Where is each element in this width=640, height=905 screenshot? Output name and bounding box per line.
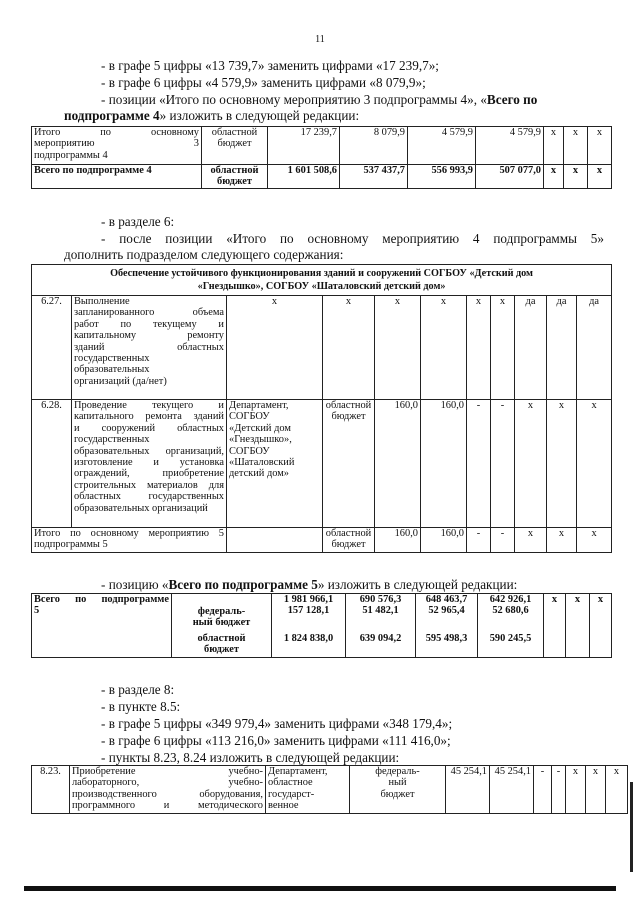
x-cell: х [421, 296, 467, 400]
value-cell: 160,0 [421, 400, 467, 528]
table-row [32, 528, 612, 553]
x-cell: х [577, 400, 612, 528]
x-cell: х [375, 296, 421, 400]
instruction-line: - в графе 5 цифры «13 739,7» заменить цифрами «17 239,7»; [101, 58, 439, 73]
value-cell: 690 576,3 51 482,1 639 094,2 [346, 594, 416, 658]
row-label: Итого по основному мероприятию 5 подпрограммы 5 [32, 528, 227, 553]
subprogram5-totals-table [31, 593, 612, 658]
row-label: Всего по подпрограмме 4 [32, 165, 202, 189]
x-cell: х [227, 296, 323, 400]
x-cell: х [588, 127, 612, 165]
x-cell: х [467, 296, 491, 400]
dash-cell: - [467, 400, 491, 528]
instruction-line: подпрограмме 4» изложить в следующей редакции: [64, 108, 360, 123]
value-cell: 4 579,9 [408, 127, 476, 165]
dash-cell: - [491, 528, 515, 553]
indicator-cell: да [515, 296, 547, 400]
item-description: Проведение текущего и капитального ремонта зданий и сооружений областных государственных образовательных организаций, изготовление и установка ограждений, приобретение строительных материалов для областных государственных образовательных организаций [72, 400, 227, 528]
value-cell: 17 239,7 [268, 127, 340, 165]
item-description: Приобретение учебно- лабораторного, учебно- производственного оборудования, программного и методического [70, 766, 266, 814]
value-cell: 160,0 [375, 400, 421, 528]
table-row [32, 165, 612, 189]
value-cell: 537 437,7 [340, 165, 408, 189]
x-cell: х [491, 296, 515, 400]
funding-source: областной бюджет [323, 528, 375, 553]
x-cell: х [590, 594, 612, 658]
table-row [32, 265, 612, 296]
x-cell: х [544, 127, 564, 165]
instruction-line: - пункты 8.23, 8.24 изложить в следующей редакции: [101, 750, 400, 765]
x-cell: х [577, 528, 612, 553]
dash-cell: - [534, 766, 552, 814]
executor: Департамент, областное государст- венное [266, 766, 350, 814]
x-cell: х [586, 766, 606, 814]
value-cell: 507 077,0 [476, 165, 544, 189]
executor [227, 528, 323, 553]
table-row [32, 766, 628, 814]
instruction-line: - в графе 6 цифры «113 216,0» заменить цифрами «111 416,0»; [101, 733, 451, 748]
funding-source: федераль- ный бюджет [350, 766, 446, 814]
value-cell: 160,0 [375, 528, 421, 553]
funding-source: областной бюджет [202, 127, 268, 165]
instruction-line: - в графе 6 цифры «4 579,9» заменить цифрами «8 079,9»; [101, 75, 426, 90]
x-cell: х [588, 165, 612, 189]
item-number: 6.27. [32, 296, 72, 400]
scan-edge-line [630, 782, 633, 872]
instruction-line: - в разделе 6: [101, 214, 175, 229]
x-cell: х [547, 400, 577, 528]
x-cell: х [566, 766, 586, 814]
subprogram4-totals-table [31, 126, 612, 189]
item-number: 8.23. [32, 766, 70, 814]
value-cell: 160,0 [421, 528, 467, 553]
x-cell: х [564, 127, 588, 165]
scan-bottom-border [24, 886, 616, 891]
item-number: 6.28. [32, 400, 72, 528]
instruction-line: - позиции «Итого по основному мероприятию 3 подпрограммы 4», «Всего по [101, 92, 538, 107]
table-row [32, 594, 612, 658]
dash-cell: - [467, 528, 491, 553]
row-label: Всего по подпрограмме 5 [32, 594, 172, 658]
x-cell: х [547, 528, 577, 553]
value-cell: 648 463,7 52 965,4 595 498,3 [416, 594, 478, 658]
value-cell: 1 981 966,1 157 128,1 1 824 838,0 [272, 594, 346, 658]
value-cell: 45 254,1 [446, 766, 490, 814]
value-cell: 556 993,9 [408, 165, 476, 189]
table-row [32, 127, 612, 165]
instruction-line: - позицию «Всего по подпрограмме 5» изложить в следующей редакции: [101, 577, 518, 592]
page-number: 11 [315, 34, 325, 45]
x-cell: х [544, 165, 564, 189]
section6-subsection-table [31, 264, 612, 553]
dash-cell: - [552, 766, 566, 814]
x-cell: х [606, 766, 628, 814]
item-description: Выполнение запланированного объема работ по текущему и капитальному ремонту зданий областных государственных образовательных организаций (да/нет) [72, 296, 227, 400]
value-cell: 642 926,1 52 680,6 590 245,5 [478, 594, 544, 658]
instruction-line: - в графе 5 цифры «349 979,4» заменить цифрами «348 179,4»; [101, 716, 453, 731]
table-row [32, 400, 612, 528]
dash-cell: - [491, 400, 515, 528]
executor: Департамент, СОГБОУ «Детский дом «Гнездышко», СОГБОУ «Шаталовский детский дом» [227, 400, 323, 528]
x-cell: х [515, 528, 547, 553]
indicator-cell: да [577, 296, 612, 400]
value-cell: 8 079,9 [340, 127, 408, 165]
x-cell: х [515, 400, 547, 528]
x-cell: х [544, 594, 566, 658]
value-cell: 1 601 508,6 [268, 165, 340, 189]
funding-source: областной бюджет [202, 165, 268, 189]
instruction-line: - в разделе 8: [101, 682, 175, 697]
value-cell: 4 579,9 [476, 127, 544, 165]
x-cell: х [566, 594, 590, 658]
funding-source: федераль- ный бюджет областной бюджет [172, 594, 272, 658]
x-cell: х [323, 296, 375, 400]
indicator-cell: да [547, 296, 577, 400]
section8-table [31, 765, 628, 814]
instruction-line: - после позиции «Итого по основному мероприятию 4 подпрограммы 5» [101, 231, 604, 246]
table-row [32, 296, 612, 400]
row-label: Итого по основному мероприятию 3 подпрограммы 4 [32, 127, 202, 165]
subsection-title: Обеспечение устойчивого функционирования зданий и сооружений СОГБОУ «Детский дом «Гнездышко», СОГБОУ «Шаталовский детский дом» [32, 265, 612, 296]
instruction-line: - в пункте 8.5: [101, 699, 181, 714]
instruction-line: дополнить подразделом следующего содержания: [64, 247, 344, 262]
funding-source: областной бюджет [323, 400, 375, 528]
x-cell: х [564, 165, 588, 189]
value-cell: 45 254,1 [490, 766, 534, 814]
